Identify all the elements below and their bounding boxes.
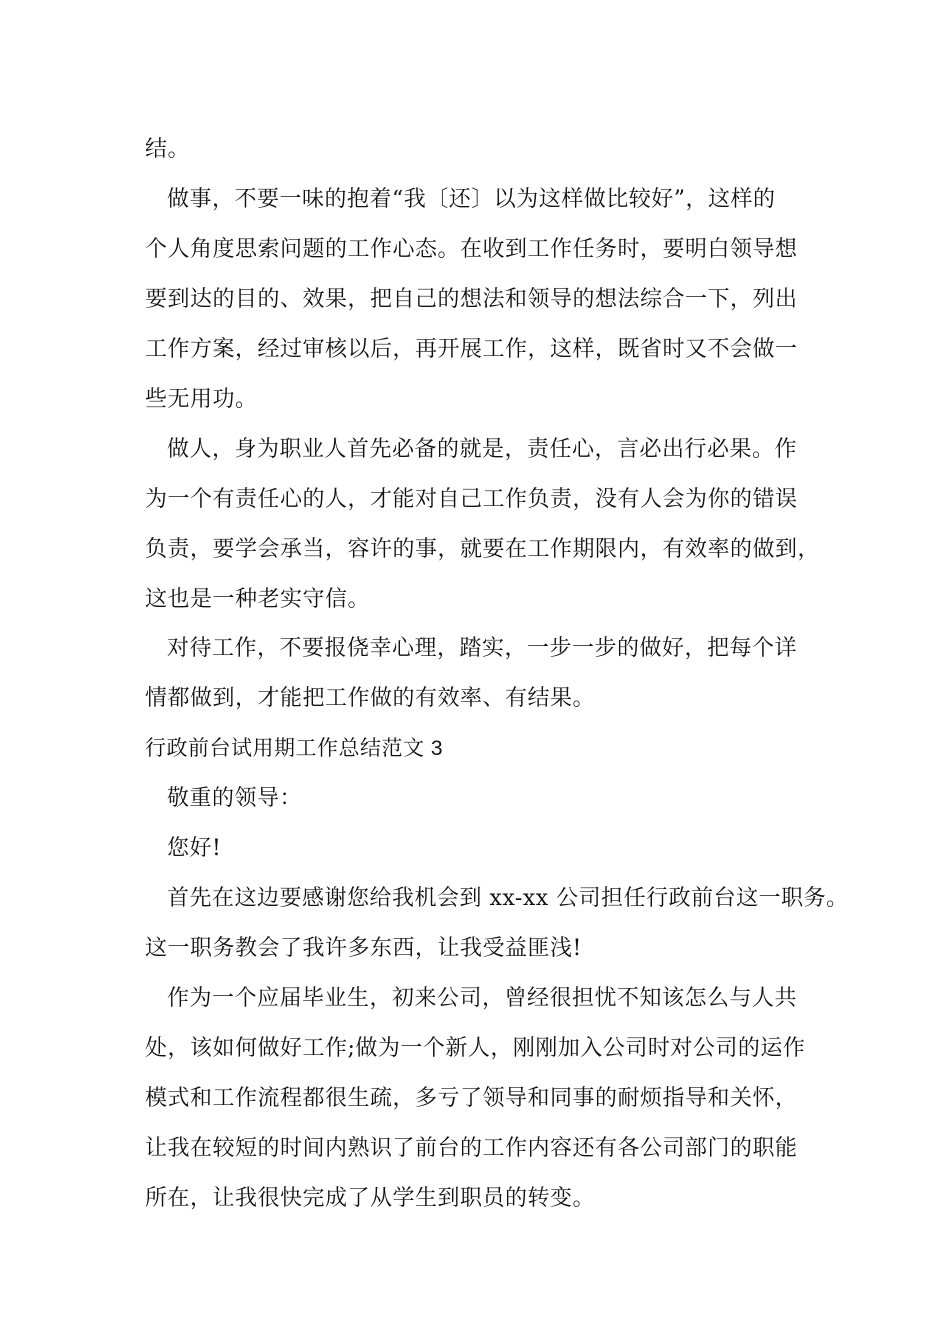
text-line-22: 所在，让我很快完成了从学生到职员的转变。: [145, 1186, 596, 1211]
salutation: 敬重的领导：: [167, 786, 303, 811]
text-line-19: 处，该如何做好工作;做为一个新人，刚刚加入公司时对公司的运作: [145, 1036, 806, 1061]
text-line-7: 做人，身为职业人首先必备的就是，责任心，言必出行必果。作: [167, 437, 798, 462]
text-line-12: 情都做到，才能把工作做的有效率、有结果。: [145, 686, 596, 711]
text-line-9: 负责，要学会承当，容许的事，就要在工作期限内，有效率的做到，: [145, 537, 821, 562]
text-line-2: 做事，不要一味的抱着“我〔还〕以为这样做比较好”，这样的: [167, 187, 776, 212]
text-line-21: 让我在较短的时间内熟识了前台的工作内容还有各公司部门的职能: [145, 1136, 798, 1161]
text-line-16: 首先在这边要感谢您给我机会到 xx-xx 公司担任行政前台这一职务。: [167, 886, 849, 911]
text-line-1: 结。: [145, 137, 191, 162]
text-line-20: 模式和工作流程都很生疏，多亏了领导和同事的耐烦指导和关怀，: [145, 1086, 798, 1111]
text-line-11: 对待工作，不要报侥幸心理，踏实，一步一步的做好，把每个详: [167, 636, 798, 661]
text-line-4: 要到达的目的、效果，把自己的想法和领导的想法综合一下，列出: [145, 287, 798, 312]
section-heading: 行政前台试用期工作总结范文 3: [145, 737, 444, 760]
text-line-10: 这也是一种老实守信。: [145, 587, 371, 612]
text-line-5: 工作方案，经过审核以后，再开展工作，这样，既省时又不会做一: [145, 337, 798, 362]
text-line-8: 为一个有责任心的人，才能对自己工作负责，没有人会为你的错误: [145, 487, 798, 512]
text-line-3: 个人角度思索问题的工作心态。在收到工作任务时，要明白领导想: [145, 237, 798, 262]
text-line-6: 些无用功。: [145, 387, 258, 412]
text-line-18: 作为一个应届毕业生，初来公司，曾经很担忧不知该怎么与人共: [167, 986, 798, 1011]
text-line-17: 这一职务教会了我许多东西，让我受益匪浅!: [145, 936, 582, 961]
greeting: 您好!: [167, 836, 222, 861]
